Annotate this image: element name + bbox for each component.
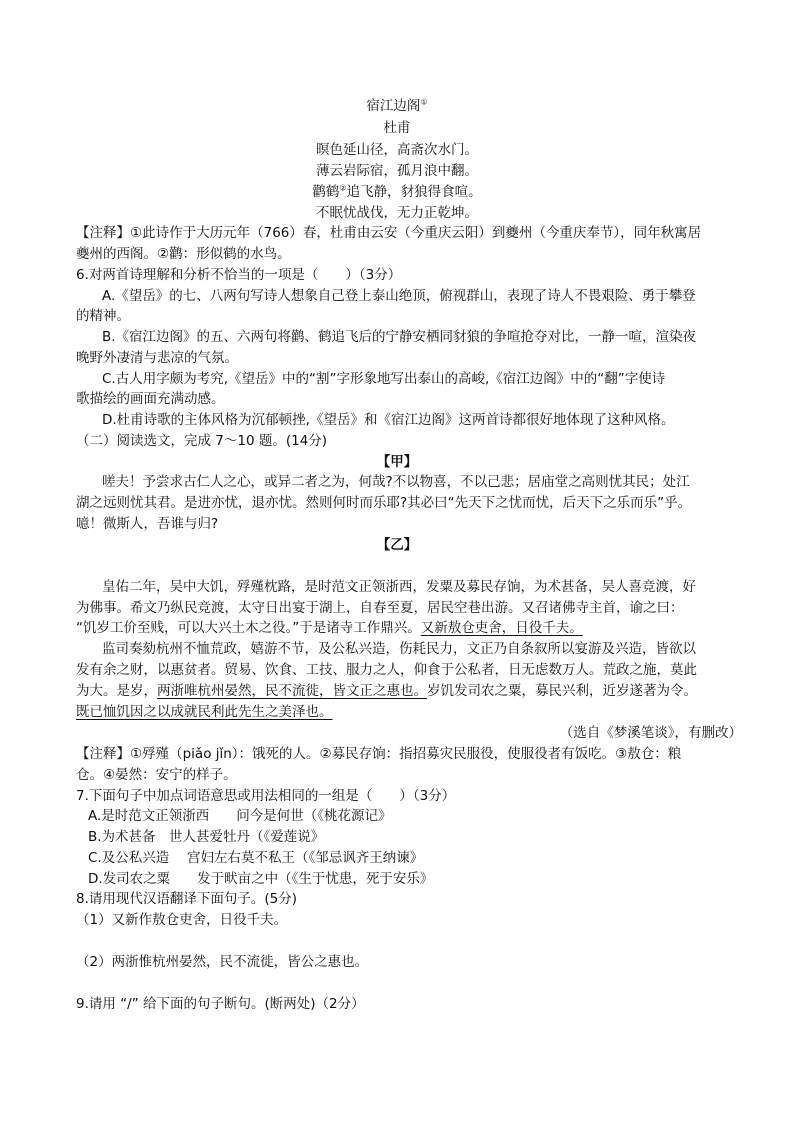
question-8-stem: 8.请用现代汉语翻译下面句子。(5分) [76,891,298,907]
option-d: D.发司农之粟 发于畎亩之中（《生于忧患，死于安乐》 [88,871,434,887]
passage-yi-line: 为大。是岁，两浙唯杭州晏然，民不流徙，皆文正之惠也。岁饥发司农之粟，募民兴利，近岁遂著为令。 [76,683,697,699]
question-9-stem: 9.请用 “/” 给下面的句子断句。(断两处)（2分） [76,996,365,1012]
poem-note: 【注释】①此诗作于大历元年（766）春，杜甫由云安（今重庆云阳）到夔州（今重庆奉节），同年秋寓居 [76,225,702,241]
passage-jia-line: 湖之远则忧其君。是进亦忧，退亦忧。然则何时而乐耶?其必曰“先天下之忧而忧，后天下之乐而乐”乎。 [76,495,692,511]
underlined-sentence: 两浙唯杭州晏然，民不流徙，皆文正之惠也。 [157,683,427,699]
question-7-stem: 7.下面句子中加点词语意思或用法相同的一组是（ ）（3分） [76,788,456,804]
passage-yi-line: 为佛事。希文乃纵民竞渡，太守日出宴于湖上，自春至夏，居民空巷出游。又召诸佛寺主首，谕之曰： [76,600,684,616]
passage-yi-line: 发有余之财，以惠贫者。贸易、饮食、工技、服力之人，仰食于公私者，日无虑数万人。荒政之施，莫此 [76,662,697,678]
poem-note: 夔州的西阁。②鹳：形似鹤的水鸟。 [76,246,291,262]
section-heading: （二）阅读选文，完成 7～10 题。(14分) [76,433,328,449]
question-8-sentence-2: （2）两浙惟杭州晏然，民不流徙，皆公之惠也。 [76,954,369,970]
option-a: A.《望岳》的七、八两句写诗人想象自己登上泰山绝顶，俯视群山，表现了诗人不畏艰险、勇于攀登 [102,288,696,304]
option-c: C.古人用字颇为考究,《望岳》中的“割”字形象地写出泰山的高峻,《宿江边阁》中的“翻”字使诗 [102,371,666,387]
passage-source: （选自《梦溪笔谈》，有删改） [559,725,742,741]
option-b: 晚野外凄清与悲凉的气氛。 [76,350,238,366]
poem-line: 薄云岩际宿，孤月浪中翻。 [316,163,478,179]
poem-line: 不眠忧战伐，无力正乾坤。 [316,205,478,221]
note-marker: ② [339,183,347,193]
poem-author: 杜甫 [383,120,411,136]
passage-yi-line: “饥岁工价至贱，可以大兴土木之役。”于是诸寺工作鼎兴。又新敖仓吏舍，日役千夫。 [76,620,583,636]
option-a: 的精神。 [76,308,130,324]
option-b: B.为术甚备 世人甚爱牡丹（《爱莲说》 [88,829,325,845]
option-a: A.是时范文正领浙西 问今是何世（《桃花源记》 [88,808,392,824]
poem-line: 鹳鹤②追飞静，豺狼得食喧。 [312,183,482,200]
passage-yi-line: 监司奏劾杭州不恤荒政，嬉游不节，及公私兴造，伤耗民力，文正乃自条叙所以宴游及兴造，皆欲以 [102,641,696,657]
passage-jia-title: 【甲】 [376,454,418,470]
option-c: C.及公私兴造 宫妇左右莫不私王（《邹忌讽齐王纳谏》 [88,850,424,866]
option-d: D.杜甫诗歌的主体风格为沉郁顿挫,《望岳》和《宿江边阁》这两首诗都很好地体现了这种风格。 [102,412,675,428]
poem-line: 暝色延山径，高斋次水门。 [316,142,478,158]
underlined-sentence: 既已恤饥因之以成就民利此先生之美泽也。 [76,704,333,720]
option-b: B.《宿江边阁》的五、六两句将鹳、鹤追飞后的宁静安栖同豺狼的争喧抢夺对比，一静一喧，渲染夜 [102,329,697,345]
passage-yi-line [76,702,333,722]
option-c: 歌描绘的画面充满动感。 [76,391,225,407]
passage-yi-line: 皇佑二年，吴中大饥，殍殣枕路，是时范文正领浙西，发粟及募民存饷，为术甚备，吴人喜竞渡，好 [102,579,696,595]
question-8-sentence-1: （1）又新作敖仓吏舍，日役千夫。 [76,912,288,928]
underlined-sentence: 又新敖仓吏舍，日役千夫。 [420,620,583,636]
passage-jia-line: 嗟夫！予尝求古仁人之心，或异二者之为，何哉?不以物喜，不以己悲；居庙堂之高则忧其民；处江 [102,474,690,490]
passage-yi-title: 【乙】 [376,537,418,553]
passage-note: 仓。④晏然：安宁的样子。 [76,767,237,783]
passage-note: 【注释】①殍殣（piǎo jǐn）：饿死的人。②募民存饷：指招募灾民服役，使服役者有饭吃。③敖仓：粮 [76,746,682,762]
note-marker: ① [420,97,428,107]
passage-jia-line: 噫！微斯人，吾谁与归? [76,516,219,532]
question-6-stem: 6.对两首诗理解和分析不恰当的一项是（ ）（3分） [76,267,402,283]
poem-title: 宿江边阁① [366,97,428,114]
